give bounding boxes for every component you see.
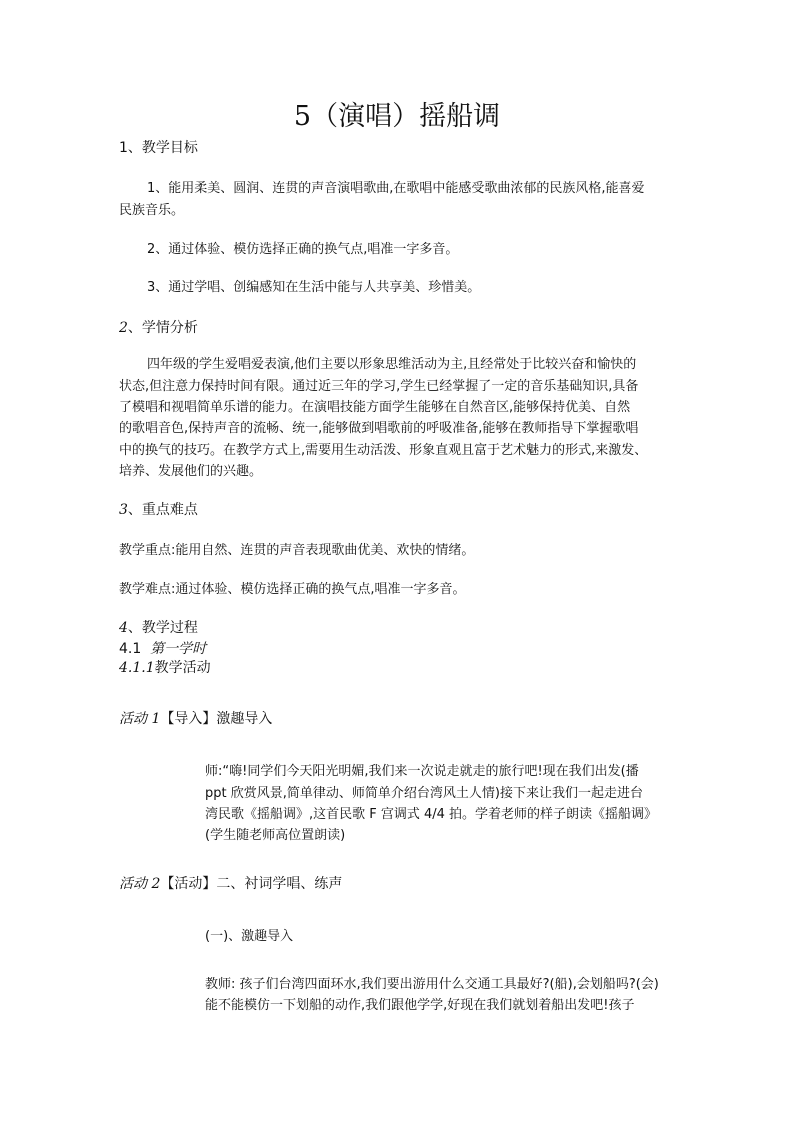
subsection-label: 第一学时 [150, 641, 207, 657]
section-title: 、教学过程 [127, 620, 198, 636]
activity-prefix: 活动 1 [119, 711, 161, 727]
section-heading-goals: 1、教学目标 [119, 140, 198, 156]
analysis-line: 的歌唱音色,保持声音的流畅、统一,能够做到唱歌前的呼吸准备,能够在教师指导下掌握歌唱 [119, 421, 639, 436]
section-title: 、重点难点 [127, 502, 198, 518]
goal-3: 3、通过学唱、创编感知在生活中能与人共享美、珍惜美。 [147, 280, 481, 295]
section-heading-keypoints [119, 502, 198, 518]
goal-1-line-1: 1、能用柔美、圆润、连贯的声音演唱歌曲,在歌唱中能感受歌曲浓郁的民族风格,能喜爱 [147, 181, 645, 196]
section-title: 、学情分析 [127, 320, 198, 336]
subsubsection-number: 4.1.1 [119, 660, 155, 676]
activity-2-line: 教师: 孩子们台湾四面环水,我们要出游用什么交通工具最好?(船),会划船吗?(会) [205, 977, 659, 992]
document-title: 5（演唱）摇船调 [293, 101, 501, 132]
activity-prefix: 活动 2 [119, 876, 161, 892]
difficult-point: 教学难点:通过体验、模仿选择正确的换气点,唱准一字多音。 [119, 582, 466, 597]
analysis-line: 了模唱和视唱简单乐谱的能力。在演唱技能方面学生能够在自然音区,能够保持优美、自然 [119, 400, 631, 415]
goal-1-line-2: 民族音乐。 [119, 203, 185, 218]
activity-1-line: (学生随老师高位置朗读) [205, 828, 346, 843]
subsection-number: 4.1 [119, 641, 142, 657]
goal-2: 2、通过体验、模仿选择正确的换气点,唱准一字多音。 [147, 242, 459, 257]
section-heading-analysis [119, 320, 198, 336]
analysis-line: 中的换气的技巧。在教学方式上,需要用生动活泼、形象直观且富于艺术魅力的形式,来激发、 [119, 443, 648, 458]
activity-2-line: 能不能模仿一下划船的动作,我们跟他学学,好现在我们就划着船出发吧!孩子 [205, 998, 635, 1013]
activity-1-line: 湾民歌《摇船调》,这首民歌 F 宫调式 4/4 拍。学着老师的样子朗读《摇船调》 [205, 807, 658, 822]
activity-1-line: 师:“嗨!同学们今天阳光明媚,我们来一次说走就走的旅行吧!现在我们出发(播 [205, 764, 639, 779]
activity-2-heading [119, 876, 342, 892]
activity-1-line: ppt 欣赏风景,简单律动、师简单介绍台湾风土人情)接下来让我们一起走进台 [205, 786, 643, 801]
activity-label: 【活动】二、衬词学唱、练声 [160, 876, 343, 892]
section-number: 4 [119, 620, 128, 636]
section-heading-process [119, 620, 198, 636]
subsubsection-label: 教学活动 [154, 660, 211, 676]
subsubsection-heading [119, 660, 211, 676]
activity-2-subheading: (一)、激趣导入 [205, 929, 294, 944]
activity-label: 【导入】激趣导入 [160, 711, 273, 727]
section-number: 2 [119, 320, 128, 336]
section-number: 3 [119, 502, 128, 518]
analysis-line: 状态,但注意力保持时间有限。通过近三年的学习,学生已经掌握了一定的音乐基础知识,具备 [119, 379, 639, 394]
analysis-line: 培养、发展他们的兴趣。 [119, 464, 263, 479]
subsection-heading [119, 641, 206, 657]
activity-1-heading [119, 711, 272, 727]
analysis-line: 四年级的学生爱唱爱表演,他们主要以形象思维活动为主,且经常处于比较兴奋和愉快的 [147, 357, 637, 372]
key-point: 教学重点:能用自然、连贯的声音表现歌曲优美、欢快的情绪。 [119, 543, 475, 558]
